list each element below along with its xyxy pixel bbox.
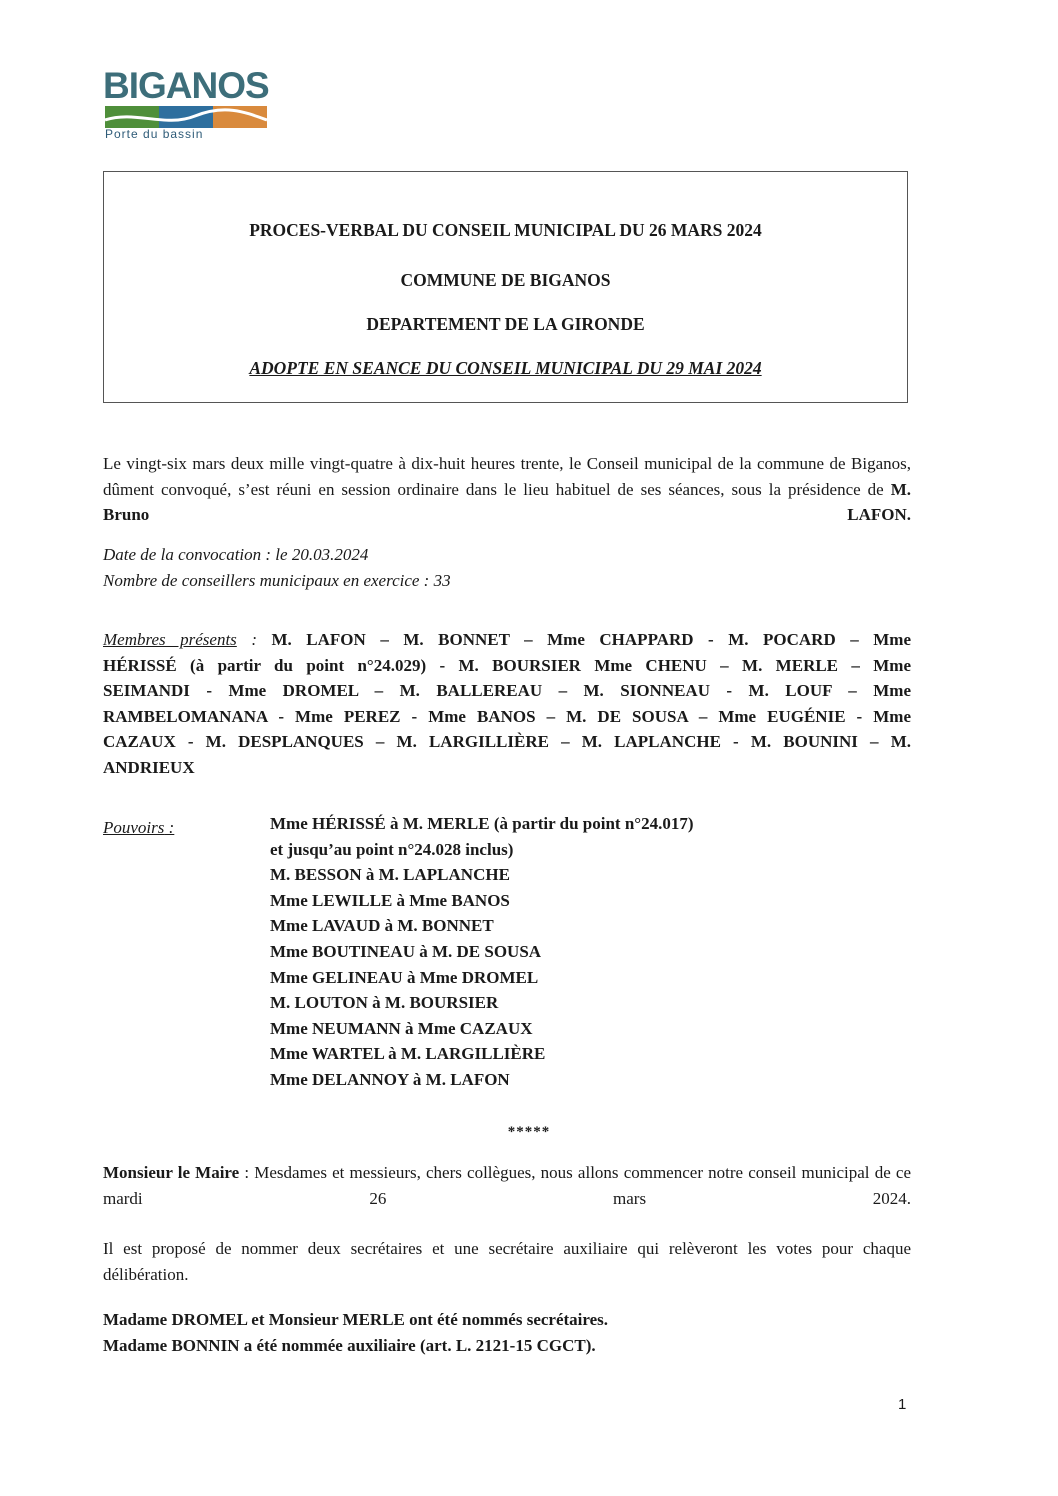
- mayor-text: : Mesdames et messieurs, chers collègues, nous allons commencer notre conseil municipal de ce mardi 26 mars 2024.: [103, 1163, 911, 1208]
- auxiliary-nomination: Madame BONNIN a été nommée auxiliaire (art. L. 2121-15 CGCT).: [103, 1335, 596, 1355]
- intro-paragraph: [103, 451, 911, 528]
- members-line: SEIMANDI - Mme DROMEL – M. BALLEREAU – M. SIONNEAU - M. LOUF – Mme: [103, 681, 911, 700]
- section-separator: *****: [507, 1124, 551, 1140]
- proxy-item: Mme LAVAUD à M. BONNET: [270, 916, 494, 936]
- proxy-item: Mme GELINEAU à Mme DROMEL: [270, 967, 539, 987]
- proxy-item: Mme LEWILLE à Mme BANOS: [270, 890, 510, 910]
- intro-text: Le vingt-six mars deux mille vingt-quatre à dix-huit heures trente, le Conseil municipal de la commune de Biganos, dûment convoqué, s’est réuni en session ordinaire dans le lieu habituel de ses séances, sous la présidence de: [103, 454, 911, 499]
- members-line: HÉRISSÉ (à partir du point n°24.029) - M. BOURSIER Mme CHENU – M. MERLE – Mme: [103, 655, 911, 675]
- proxy-item: Mme HÉRISSÉ à M. MERLE (à partir du point n°24.017): [270, 814, 694, 833]
- proxy-item: Mme BOUTINEAU à M. DE SOUSA: [270, 941, 542, 961]
- convocation-date: Date de la convocation : le 20.03.2024: [103, 545, 369, 564]
- adoption-statement: ADOPTE EN SEANCE DU CONSEIL MUNICIPAL DU 29 MAI 2024: [249, 358, 762, 378]
- secretaries-paragraph: Il est proposé de nommer deux secrétaires et une secrétaire auxiliaire qui relèveront les votes pour chaque délibération.: [103, 1239, 911, 1284]
- logo-tagline: Porte du bassin: [105, 127, 204, 141]
- members-line: ANDRIEUX: [103, 757, 195, 777]
- members-label: Membres présents: [103, 630, 237, 649]
- members-present: [103, 627, 911, 780]
- members-line: RAMBELOMANANA - Mme PEREZ - Mme BANOS – M. DE SOUSA – Mme EUGÉNIE - Mme: [103, 706, 911, 726]
- document-title: PROCES-VERBAL DU CONSEIL MUNICIPAL DU 26 MARS 2024: [249, 220, 762, 240]
- convocation-info: [103, 542, 451, 593]
- councillors-count: Nombre de conseillers municipaux en exercice : 33: [103, 570, 451, 590]
- proxies-label: Pouvoirs :: [103, 818, 175, 837]
- proxy-item: M. LOUTON à M. BOURSIER: [270, 993, 499, 1013]
- mayor-statement: [103, 1160, 911, 1211]
- logo-wordmark: BIGANOS: [103, 65, 269, 106]
- commune-name: COMMUNE DE BIGANOS: [400, 270, 611, 290]
- secretaries-nomination: Madame DROMEL et Monsieur MERLE ont été nommés secrétaires.: [103, 1310, 609, 1329]
- logo-color-blocks: [105, 106, 267, 128]
- title-box: [103, 171, 908, 403]
- biganos-logo: [103, 65, 269, 141]
- proxy-item: Mme DELANNOY à M. LAFON: [270, 1069, 510, 1089]
- members-line: CAZAUX - M. DESPLANQUES – M. LARGILLIÈRE – M. LAPLANCHE - M. BOUNINI – M.: [103, 732, 911, 751]
- nominations: [103, 1307, 608, 1358]
- proxy-item: Mme NEUMANN à Mme CAZAUX: [270, 1018, 533, 1038]
- department-name: DEPARTEMENT DE LA GIRONDE: [366, 314, 645, 334]
- president-name: M. Bruno LAFON.: [103, 479, 912, 524]
- proxy-item: Mme WARTEL à M. LARGILLIÈRE: [270, 1044, 546, 1064]
- proxy-item: et jusqu’au point n°24.028 inclus): [270, 839, 514, 859]
- proxies-list: [270, 811, 694, 1093]
- members-line: Membres présents : M. LAFON – M. BONNET – Mme CHAPPARD - M. POCARD – Mme: [103, 630, 911, 649]
- proxy-item: M. BESSON à M. LAPLANCHE: [270, 865, 510, 885]
- page-number: 1: [898, 1396, 907, 1413]
- speaker-name: Monsieur le Maire: [103, 1163, 240, 1182]
